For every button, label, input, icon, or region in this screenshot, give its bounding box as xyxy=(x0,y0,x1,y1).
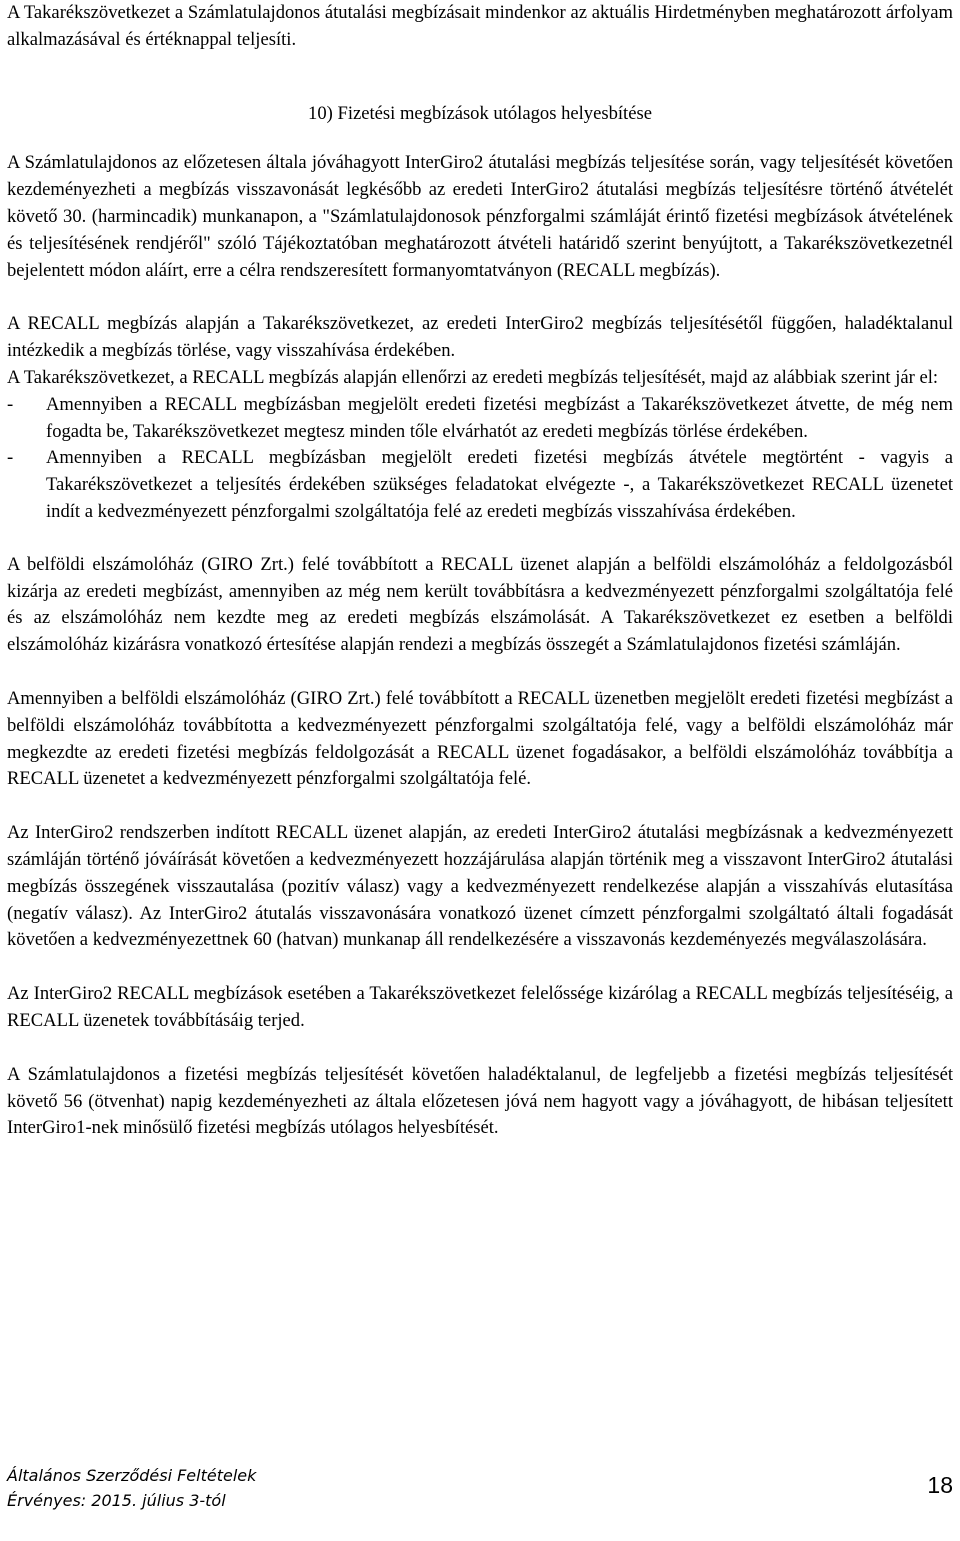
spacer xyxy=(7,127,953,150)
paragraph-correction: A Számlatulajdonos a fizetési megbízás teljesítését követően haladéktalanul, de legfeljebb a fizetési megbízás teljesítését követő 56 (ötvenhat) napig kezdeményezheti az általa előzetesen jóvá nem hagyott vagy a jóváhagyott, de hibásan teljesített InterGiro1-nek minősülő fizetési megbízás utólagos helyesbítését. xyxy=(7,1063,953,1139)
list-item-text: Amennyiben a RECALL megbízásban megjelölt eredeti fizetési megbízást a Takarékszövetkezet átvette, de még nem fogadta be, Takarékszövetkezet megtesz minden tőle elvárhatót az eredeti megbízás törlése érdekében. xyxy=(46,393,953,442)
section-heading: 10) Fizetési megbízások utólagos helyesbítése xyxy=(308,102,652,124)
footer-validity: Érvényes: 2015. július 3-tól xyxy=(7,1491,226,1510)
document-page xyxy=(7,0,953,1142)
spacer xyxy=(7,284,953,311)
paragraph-liability: Az InterGiro2 RECALL megbízások esetében a Takarékszövetkezet felelőssége kizárólag a RECALL megbízás teljesítéséig, a RECALL üzenetek továbbításáig terjed. xyxy=(7,983,953,1031)
spacer xyxy=(7,1035,953,1062)
paragraph-recall-request: A Számlatulajdonos az előzetesen általa jóváhagyott InterGiro2 átutalási megbízás teljesítése során, vagy teljesítését követően kezdeményezheti a megbízás visszavonását legkésőbb az eredeti InterGiro2 átutalási megbízás teljesítésre történő átvételét követő 30. (harmincadik) munkanapon, a "Számlatulajdonosok pénzforgalmi számláját érintő fizetési megbízások átvételének és teljesítésének rendjéről" szóló Tájékoztatóban meghatározott átvételi határidő szerint benyújtott, a Takarékszövetkezetnél bejelentett módon aláírt, erre a célra rendszeresített formanyomtatványon (RECALL megbízás). xyxy=(7,152,953,281)
spacer xyxy=(7,526,953,552)
list-item xyxy=(7,445,953,525)
list-dash: - xyxy=(7,393,14,415)
paragraph-giro-clearing: A belföldi elszámolóház (GIRO Zrt.) felé továbbított a RECALL üzenet alapján a belföldi elszámolóház a feldolgozásból kizárja az eredeti megbízást, amennyiben az még nem került továbbításra a kedvezményezett pénzforgalmi szolgáltatója felé és az elszámolóház nem kezdte meg az eredeti megbízás elszámolását. A Takarékszövetkezet ez esetben a belföldi elszámolóház kizárásra vonatkozó értesítése alapján rendezi a megbízás összegét a Számlatulajdonos fizetési számláján. xyxy=(7,553,953,656)
spacer xyxy=(7,793,953,820)
paragraph-recall-action: A RECALL megbízás alapján a Takarékszövetkezet, az eredeti InterGiro2 megbízás teljesítésétől függően, haladéktalanul intézkedik a megbízás törlése, vagy visszahívása érdekében. xyxy=(7,313,953,362)
paragraph-intergiro-recall: Az InterGiro2 rendszerben indított RECALL üzenet alapján, az eredeti InterGiro2 átutalási megbízásnak a kedvezményezett számláján történő jóváírását követően a kedvezményezett hozzájárulása alapján történik meg a visszavont InterGiro2 átutalási megbízás összegének visszautalása (pozitív válasz) vagy a kedvezményezett rendelkezése alapján a visszahívás elutasítása (negatív válasz). Az InterGiro2 átutalás visszavonására vonatkozó üzenet címzett pénzforgalmi szolgáltató általi fogadását követően a kedvezményezettnek 60 (hatvan) munkanap áll rendelkezésére a visszavonás kezdeményezés megválaszolására. xyxy=(7,822,953,951)
paragraph-recall-check: A Takarékszövetkezet, a RECALL megbízás alapján ellenőrzi az eredeti megbízás teljesítését, majd az alábbiak szerint jár el: xyxy=(7,366,939,388)
page-footer xyxy=(7,1463,953,1513)
intro-paragraph: A Takarékszövetkezet a Számlatulajdonos átutalási megbízásait mindenkor az aktuális Hirdetményben meghatározott árfolyam alkalmazásával és értéknappal teljesíti. xyxy=(7,2,953,50)
spacer xyxy=(7,54,953,101)
page-number: 18 xyxy=(927,1472,953,1498)
list-item-text: Amennyiben a RECALL megbízásban megjelölt eredeti fizetési megbízás átvétele megtörtént - vagyis a Takarékszövetkezet a teljesítés érdekében szükséges feladatokat elvégezte -, a Takarékszövetkezet RECALL üzenetet indít a kedvezményezett pénzforgalmi szolgáltatója felé az eredeti megbízás visszahívása érdekében. xyxy=(46,447,953,522)
list-item xyxy=(7,392,953,446)
list-dash: - xyxy=(7,447,14,469)
paragraph-giro-forwarding: Amennyiben a belföldi elszámolóház (GIRO Zrt.) felé továbbított a RECALL üzenetben megjelölt eredeti fizetési megbízást a belföldi elszámolóház továbbította a kedvezményezett pénzforgalmi szolgáltatója felé, vagy a belföldi elszámolóház már megkezdte az eredeti fizetési megbízás feldolgozását a RECALL üzenet fogadásakor, a belföldi elszámolóház továbbítja a RECALL üzenetet a kedvezményezett pénzforgalmi szolgáltatója felé. xyxy=(7,687,953,790)
spacer xyxy=(7,659,953,686)
footer-title: Általános Szerződési Feltételek xyxy=(7,1466,257,1485)
spacer xyxy=(7,954,953,981)
